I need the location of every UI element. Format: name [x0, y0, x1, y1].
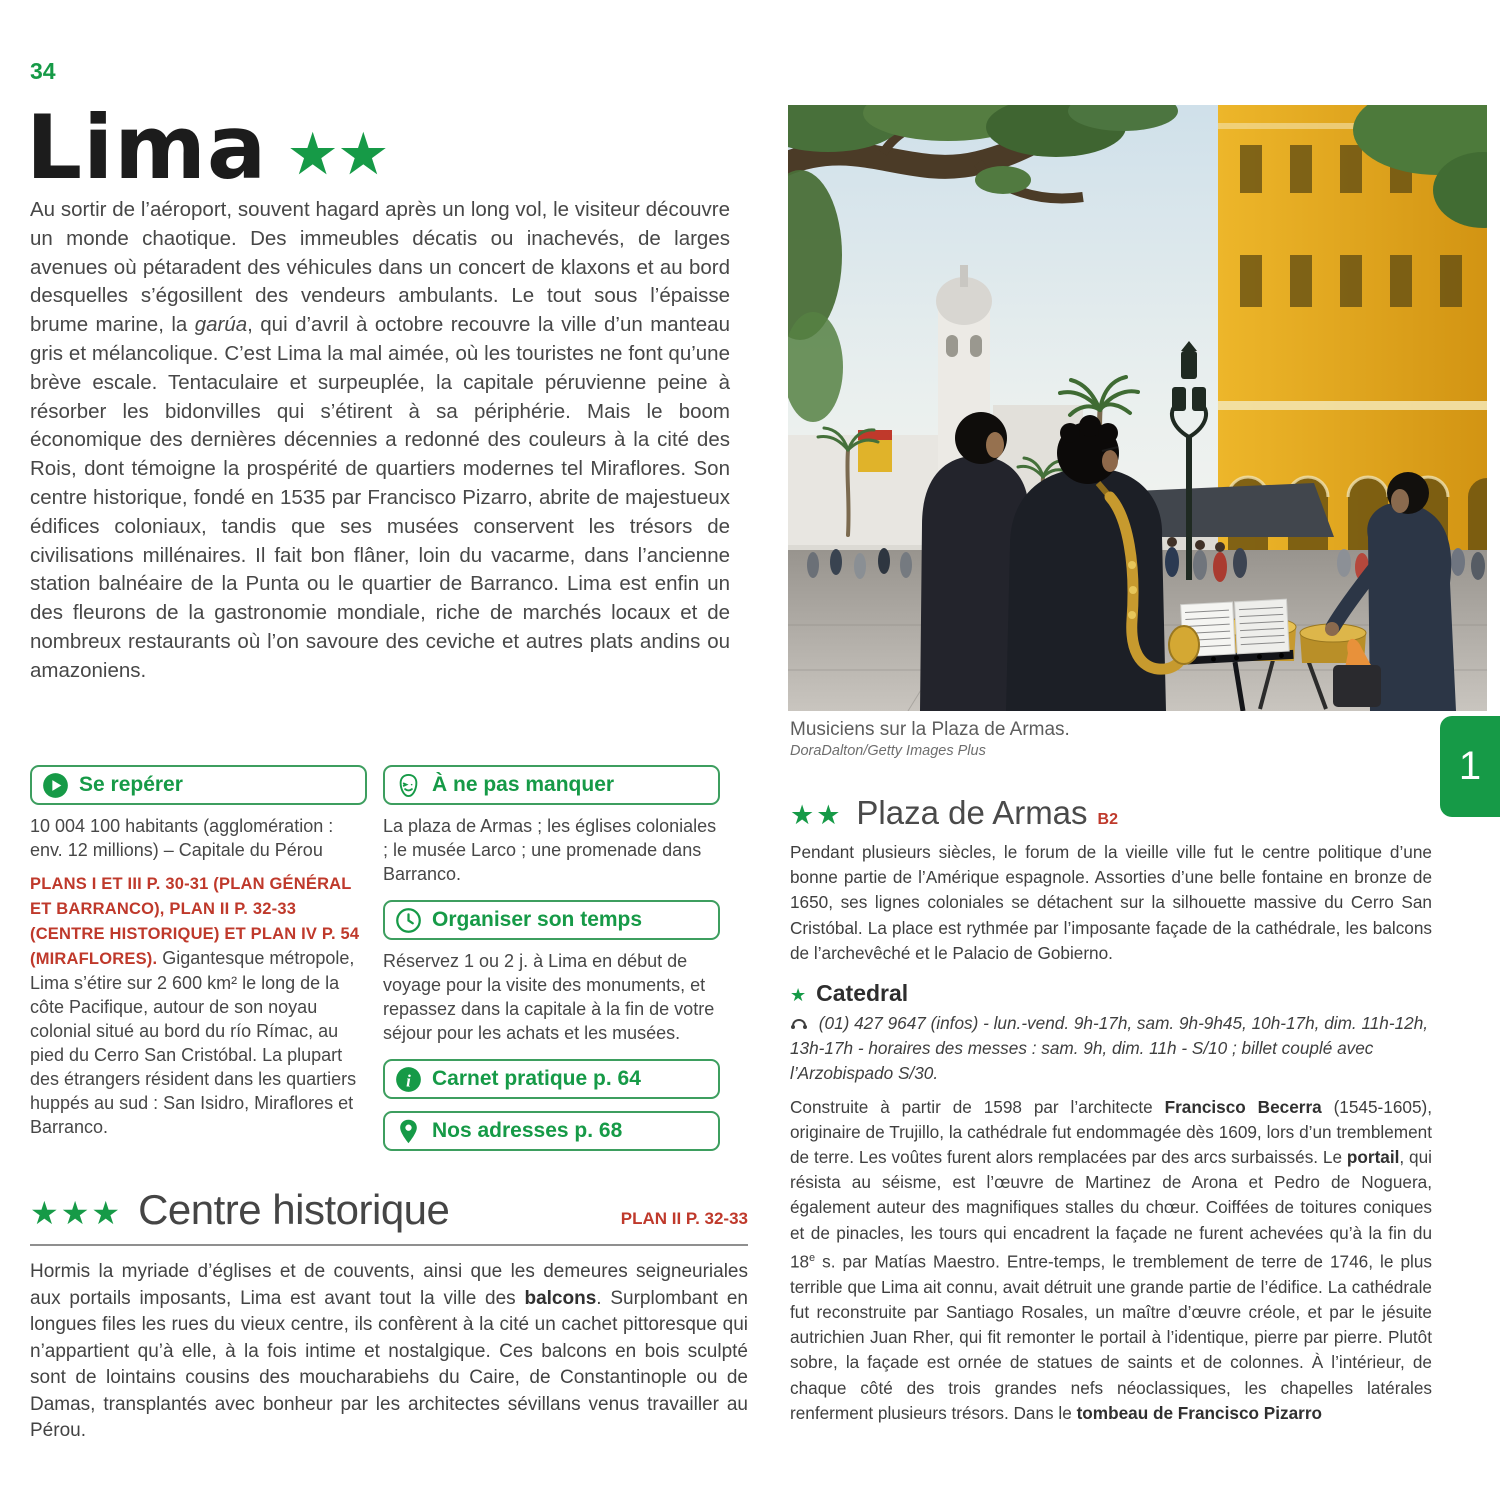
organiser-text: Réservez 1 ou 2 j. à Lima en début de voyage pour la visite des monuments, et repassez dans la capitale à la fin de votre séjour pour les achats et les musées.: [383, 951, 715, 1043]
page-title: [26, 96, 391, 199]
heading-divider: [30, 1244, 748, 1246]
nos-adresses-box: [383, 1111, 720, 1151]
play-icon: [42, 772, 69, 799]
organiser-box: [383, 900, 720, 940]
plaza-paragraph: Pendant plusieurs siècles, le forum de la vieille ville fut le centre politique d’une bonne partie de l’Amérique espagnole. Assorties d’une belle fontaine en bronze de 1650, ses lignes coloniales se détachent sur la silhouette massive du Cerro San Cristóbal. La place est rythmée par l’imposante façade de la cathédrale, les balcons de l’archevêché et le Palacio de Gobierno.: [790, 842, 1432, 963]
catedral-title: Catedral: [816, 980, 909, 1007]
catedral-heading: [790, 980, 1432, 1007]
centre-paragraph: Hormis la myriade d’églises et de couvents, ainsi que les demeures seigneuriales aux portails imposants, Lima est avant tout la ville des balcons. Surplombant en longues files les rues du vieux centre, ils confèrent à la cité un cachet pittoresque qui n’appartient qu’à elle, à la fois intime et nostalgique. Ces balcons en bois sculpté sont de lointains cousins des moucharabiehs du Caire, de Constantinople ou de Damas, transplantés avec bonheur par les architectes sévillans venus travailler au Pérou.: [30, 1261, 748, 1441]
photo-caption: [790, 719, 1070, 759]
phone-icon: [790, 1013, 810, 1029]
a-ne-pas-manquer-box: [383, 765, 720, 805]
centre-historique-heading: [30, 1186, 748, 1234]
centre-plan-reference: PLAN II P. 32-33: [620, 1209, 748, 1228]
a-ne-pas-manquer-label: À ne pas manquer: [432, 773, 615, 796]
page-number: 34: [30, 58, 56, 84]
catedral-star-icon: ★: [790, 985, 807, 1006]
plaza-map-reference: B2: [1097, 811, 1118, 828]
catedral-paragraph: Construite à partir de 1598 par l’architecte Francisco Becerra (1545-1605), originaire de Trujillo, la cathédrale fut endommagée dès 1609, lors d’un tremblement de terre. Les voûtes furent alors remplacées par des arcs surbaissés. Le portail, qui résista au séisme, est l’œuvre de Martinez de Arona et Pedro de Noguera, également auteur des magnifiques stalles du chœur. Coiffées de toitures coniques et de pinacles, les tours qui encadrent la façade ne furent achevées qu’à la fin du 18e s. par Matías Maestro. Entre-temps, le tremblement de terre de 1746, le plus terrible que Lima ait connu, avait détruit une grande partie de l’édifice. La cathédrale fut reconstruite par Santiago Rosales, un maître d’œuvre créole, et par le jésuite autrichien Juan Rher, qui fit remonter le portail à l’identique, pierre par pierre. Plutôt sobre, la façade est ornée de statues de saints et de colonnes. À l’intérieur, de chaque côté des trois grandes nefs néoclassiques, les chapelles latérales renferment plusieurs trésors. Dans le tombeau de Francisco Pizarro: [790, 1096, 1433, 1423]
plaza-de-armas-heading: [790, 794, 1432, 832]
intro-paragraph: Au sortir de l’aéroport, souvent hagard après un long vol, le visiteur découvre un monde chaotique. Des immeubles décatis ou inachevés, de larges avenues où pétaradent des véhicules dans un concert de klaxons et au bord desquelles s’égosillent des vendeurs ambulants. Le tout sous l’épaisse brume marine, la garúa, qui d’avril à octobre recouvre la ville d’un manteau gris et mélancolique. C’est Lima la mal aimée, où les touristes ne font qu’une brève escale. Tentaculaire et surpeuplée, la capitale péruvienne peine à résorber les bidonvilles qui s’étirent à sa périphérie. Mais le boom économique des dernières décennies a redonné des couleurs à la cité des Rois, dont témoigne la prospérité de quartiers modernes tel Miraflores. Son centre historique, fondé en 1535 par Francisco Pizarro, abrite de majestueux édifices coloniaux, tandis que ses musées conservent les trésors de civilisations millénaires. Il fait bon flâner, loin du vacarme, dans l’ancienne station balnéaire de la Punta ou le quartier de Barranco. Lima est enfin un des fleurons de la gastronomie mondiale, riche de marchés locaux et de nombreux restaurants où l’on savoure des ceviche et autres plats andins ou amazoniens.: [30, 198, 730, 682]
svg-text:i: i: [406, 1070, 411, 1090]
info-column-left: [30, 765, 367, 1144]
plaza-stars-icon: ★★: [790, 800, 843, 830]
plaza-title: Plaza de Armas: [856, 794, 1088, 831]
centre-historique-section: [30, 1186, 748, 1445]
pin-icon: [395, 1118, 422, 1145]
nos-adresses-label: Nos adresses p. 68: [432, 1119, 623, 1142]
plans-text: PLANS I ET III P. 30-31 (PLAN GÉNÉRAL ET BARRANCO), PLAN II P. 32-33 (CENTRE HISTORIQUE) ET PLAN IV P. 54 (MIRAFLORES). Gigantesque métropole, Lima s’étire sur 2 600 km² le long de la côte Pacifique, autour de son noyau colonial situé au bord du río Rímac, au pied du Cerro San Cristóbal. La plupart des étrangers résident dans les quartiers huppés au sud : San Isidro, Miraflores et Barranco.: [30, 875, 360, 1137]
photo-caption-text: Musiciens sur la Plaza de Armas.: [790, 719, 1070, 740]
rating-stars-icon: ★★: [289, 125, 391, 184]
catedral-info-text: (01) 427 9647 (infos) - lun.-vend. 9h-17h, sam. 9h-9h45, 10h-17h, dim. 11h-12h, 13h-17h - horaires des messes : sam. 9h, dim. 11h - S/10 ; billet couplé avec l’Arzobispado S/30.: [790, 1013, 1429, 1084]
chapter-tab: 1: [1440, 716, 1500, 817]
carnet-pratique-box: [383, 1059, 720, 1099]
main-article-column: [790, 794, 1432, 1426]
info-column-right: [383, 765, 720, 1151]
se-reperer-box: [30, 765, 367, 805]
plaza-de-armas-photo: [788, 105, 1487, 711]
city-title: Lima: [26, 96, 268, 199]
centre-title: Centre historique: [138, 1186, 450, 1233]
population-text: 10 004 100 habitants (agglomération : env. 12 millions) – Capitale du Pérou: [30, 816, 334, 860]
info-icon: [395, 1066, 422, 1093]
se-reperer-label: Se repérer: [79, 773, 183, 796]
a-ne-pas-manquer-text: La plaza de Armas ; les églises coloniales ; le musée Larco ; une promenade dans Barranco.: [383, 816, 717, 884]
catedral-practical-info: [790, 1011, 1432, 1087]
photo-credit: DoraDalton/Getty Images Plus: [790, 743, 986, 759]
smiley-icon: [395, 772, 422, 799]
carnet-pratique-label: Carnet pratique p. 64: [432, 1067, 641, 1090]
centre-stars-icon: ★★★: [30, 1195, 123, 1231]
clock-icon: [395, 907, 422, 934]
organiser-label: Organiser son temps: [432, 908, 643, 931]
